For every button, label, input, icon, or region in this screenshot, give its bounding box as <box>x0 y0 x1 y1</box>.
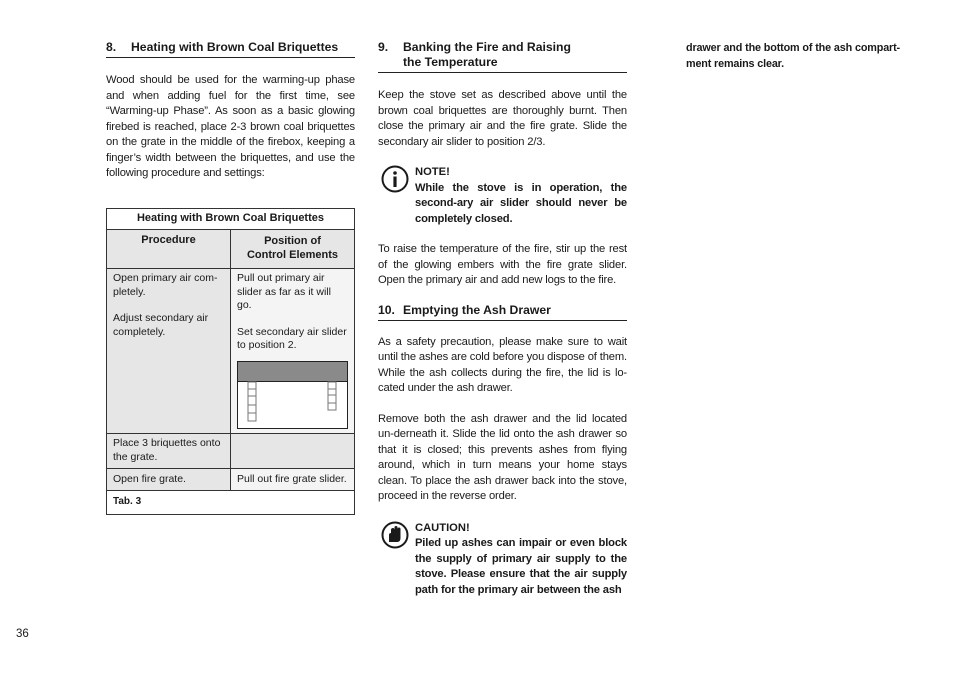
table-header-position-line2: Control Elements <box>246 249 339 261</box>
table-row1-position <box>231 269 355 434</box>
section-10-body-2: Remove both the ash drawer and the lid located un-derneath it. Slide the lid onto the ash drawer so that it is closed; this prevents ashes from flying around, which in turn means your home stays clean. To place the ash drawer back into the stove, proceed in the reverse order. <box>378 412 627 502</box>
caution-hand-icon <box>381 521 409 549</box>
caution-box <box>378 521 627 599</box>
table-header-position-line1: Position of <box>264 235 321 247</box>
row1-proc-step-b: Adjust secondary air completely. <box>113 312 209 338</box>
section-9-body-2: To raise the temperature of the fire, stir up the rest of the glowing embers with the fire grate slider. Open the primary air and add new logs to the fire. <box>378 243 627 286</box>
table-row3-position: Pull out fire grate slider. <box>231 469 355 491</box>
note-label: NOTE! <box>415 166 450 178</box>
section-9-body-1: Keep the stove set as described above until the brown coal briquettes are thoroughly burnt. Then close the primary air and the fire grate. Slide the secondary air slider to position 2/3. <box>378 89 627 148</box>
section-9-number: 9. <box>378 40 389 54</box>
caution-label: CAUTION! <box>415 521 470 534</box>
section-9-title-line2: the Temperature <box>403 55 498 69</box>
info-icon <box>381 165 409 193</box>
section-9-heading <box>378 40 627 73</box>
section-8-intro: Wood should be used for the warming-up phase and when adding fuel for the first time, see “Warming-up Phase”. As soon as a basic glowing firebed is reached, place 2-3 brown coal briquettes on the grate in the middle of the firebox, keeping a finger’s width between the briquettes, and use the following procedure and settings: <box>106 74 355 179</box>
row1-pos-step-b: Set secondary air slider to position 2. <box>237 325 347 351</box>
table-header-procedure: Procedure <box>107 230 231 269</box>
table-row2-procedure: Place 3 briquettes onto the grate. <box>107 434 231 469</box>
row1-pos-step-a: Pull out primary air slider as far as it will go. <box>237 272 331 311</box>
section-8-title: Heating with Brown Coal Briquettes <box>131 40 339 54</box>
section-10-number: 10. <box>378 302 395 317</box>
table-caption: Tab. 3 <box>107 490 355 515</box>
section-10-body-1: As a safety precaution, please make sure to wait until the ashes are cold before you dispose of them. While the ash collects during the fire, the lid is lo-cated under the ash drawer. <box>378 335 627 394</box>
section-8-number: 8. <box>106 40 117 54</box>
note-text: While the stove is in operation, the second-ary air slider should never be completely closed. <box>415 181 627 225</box>
column-left <box>106 40 355 515</box>
row1-proc-step-a: Open primary air com-pletely. <box>113 272 218 298</box>
section-9-title-line1: Banking the Fire and Raising <box>403 40 571 54</box>
table-title: Heating with Brown Coal Briquettes <box>107 208 355 230</box>
table-row1-procedure <box>107 269 231 434</box>
section-8-heading <box>106 40 355 58</box>
table-header-position <box>231 230 355 269</box>
column-middle <box>378 40 627 598</box>
note-box <box>378 165 627 227</box>
stove-slider-illustration <box>237 361 348 430</box>
table-row3-procedure: Open fire grate. <box>107 469 231 491</box>
table-row2-position <box>231 434 355 469</box>
page-number: 36 <box>16 628 29 640</box>
caution-text: Piled up ashes can impair or even block the supply of primary air supply to the stove. Please ensure that the air supply path for the primary air between the ash <box>415 537 627 596</box>
section-10-heading <box>378 303 627 321</box>
section-10-title: Emptying the Ash Drawer <box>403 302 551 317</box>
caution-text-continued: drawer and the bottom of the ash compart-ment remains clear. <box>686 42 900 70</box>
column-right <box>686 40 900 72</box>
briquette-procedure-table <box>106 208 355 516</box>
